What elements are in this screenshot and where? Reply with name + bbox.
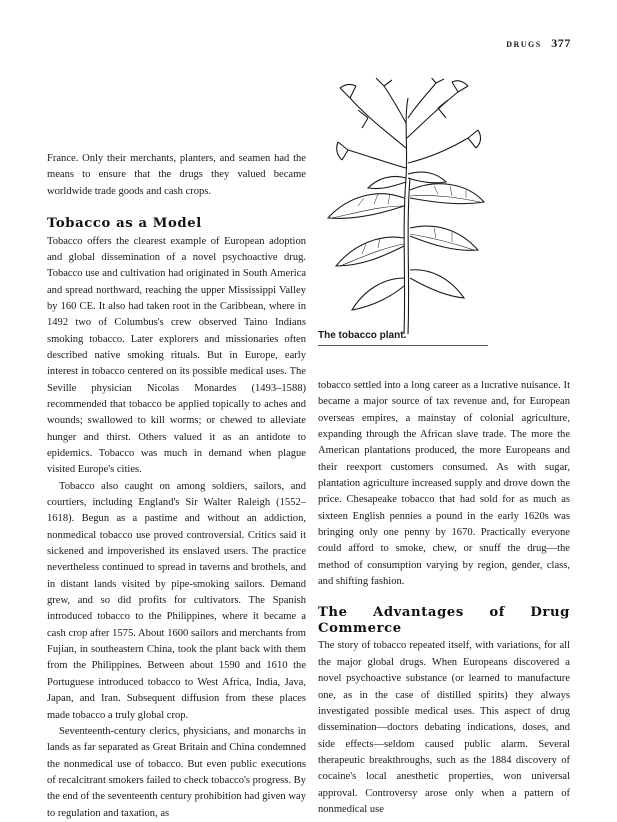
section-title: drugs	[506, 38, 542, 50]
running-head	[506, 36, 571, 51]
left-column	[47, 151, 306, 822]
tobacco-plant-illustration	[318, 78, 488, 336]
right-column	[318, 378, 570, 818]
body-paragraph: Seventeenth-century clerics, physicians, and monarchs in lands as far separated as Great Britain and China condemned the nonmedical use of tobacco. But even public executions of recalcitrant smokers failed to check tobacco's progress. By the end of the seventeenth century prohibition had given way to regulation and taxation, as	[47, 725, 306, 819]
tobacco-plant-icon	[318, 78, 488, 336]
section-heading-advantages: The Advantages of Drug Commerce	[318, 605, 570, 636]
figure-caption: The tobacco plant.	[318, 330, 488, 346]
body-paragraph: tobacco settled into a long career as a lucrative nuisance. It became a major source of tax revenue and, for European overseas empires, a mainstay of colonial agriculture, expanding through the African slave trade. The more the American plantations produced, the more Europeans and their reexport customers consumed. As with sugar, plantation agriculture increased supply and drove down the price. Chesapeake tobacco that had sold for as much as sixteen English pennies a pound in the early 1620s was bringing only one penny by 1670. Practically everyone could afford to smoke, chew, or snuff the drug—the method of consumption varying by region, gender, class, and shifting fashion.	[318, 380, 570, 588]
body-paragraph: Tobacco offers the clearest example of European adoption and global dissemination of a novel psychoactive drug. Tobacco use and cultivation had originated in South America and spread northward, reaching the upper Mississippi Valley by 160 CE. It also had taken root in the Caribbean, where in 1492 two of Columbus's crew observed Taino Indians smoking tobacco. Later explorers and missionaries often described native smoking rituals. But in Europe, early interest in tobacco centered on its possible medical uses. The Seville physician Nicolas Monardes (1493–1588) recommended that tobacco be applied topically to aches and wounds; swallowed to kill worms; or chewed to alleviate hunger and thirst. Others valued it as an antidote to epidemics. Tobacco was much in demand when plague visited Europe's cities.	[47, 235, 306, 476]
body-paragraph: Tobacco also caught on among soldiers, sailors, and courtiers, including England's Sir Walter Raleigh (1552–1618). Begun as a pastime and without an addiction, nonmedical tobacco use proved controversial. Critics said it sickened and impoverished its enslaved users. The practice nevertheless continued to spread in taverns and brothels, and in distant lands visited by pipe-smoking sailors. Demand grew, and so did profits for cultivators. The Spanish introduced tobacco to the Philippines, where it became a cash crop after 1575. About 1600 sailors and merchants from Fujian, in southeastern China, took the plant back with them from the Philippines. Between about 1590 and 1610 the Portuguese introduced tobacco to West Africa, India, Java, Japan, and Iran. Subsequent diffusion from these places made tobacco a truly global crop.	[47, 480, 306, 721]
page-number: 377	[551, 36, 571, 50]
body-paragraph: The story of tobacco repeated itself, with variations, for all the major global drugs. When Europeans discovered a novel psychoactive substance (or learned to manufacture one, as in the case of distilled spirits) they always investigated possible medical uses. This aspect of drug dissemination—doctors debating indications, doses, and side effects—seldom caused public alarm. Several therapeutic breakthroughs, such as the 1884 discovery of cocaine's local anesthetic properties, won universal approval. Controversy arose only when a pattern of nonmedical use	[318, 640, 570, 815]
section-heading-tobacco: Tobacco as a Model	[47, 216, 202, 232]
intro-paragraph: France. Only their merchants, planters, and seamen had the means to ensure that the drugs they valued became worldwide trade goods and cash crops.	[47, 153, 306, 197]
